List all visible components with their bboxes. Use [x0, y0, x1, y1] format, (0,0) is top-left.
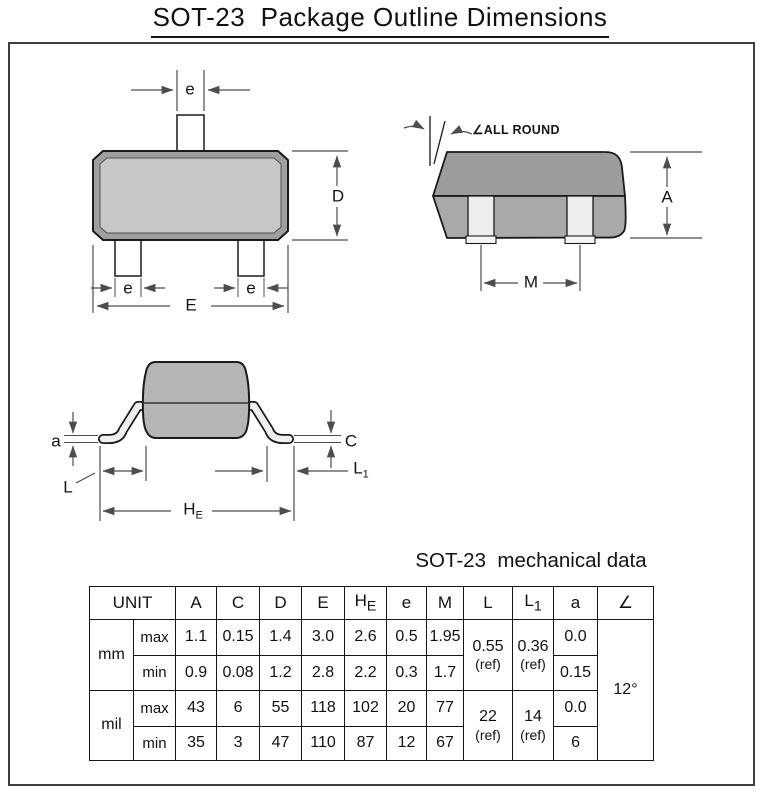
table-cell: 1.7 [427, 656, 464, 691]
table-cell: 3.0 [302, 620, 345, 656]
table-cell: 12 [387, 727, 427, 761]
page-title: SOT-23 Package Outline Dimensions [0, 2, 760, 38]
col-header-C: C [217, 587, 260, 620]
dim-label-standoff: a [51, 431, 61, 451]
dim-label-foot-right: $L_1$ [353, 458, 369, 481]
table-cell: 77 [427, 691, 464, 727]
col-header-angle: ∠ [598, 587, 654, 620]
col-header-e: e [387, 587, 427, 620]
table-cell: 87 [345, 727, 387, 761]
all-round-note: ∠ALL ROUND [472, 122, 560, 137]
mechanical-data-table [89, 586, 654, 761]
table-cell: 0.08 [217, 656, 260, 691]
table-cell-L1-mil: 14 (ref) [513, 691, 554, 761]
table-cell: 1.95 [427, 620, 464, 656]
dim-label-pin-span: M [523, 272, 539, 292]
unit-label-mm: mm [90, 620, 134, 691]
col-header-unit: UNIT [90, 587, 176, 620]
table-cell-angle: 12° [598, 620, 654, 761]
table-cell: 6 [217, 691, 260, 727]
col-header-M: M [427, 587, 464, 620]
table-cell: 0.5 [387, 620, 427, 656]
table-cell: 110 [302, 727, 345, 761]
col-header-D: D [260, 587, 302, 620]
table-cell: 35 [176, 727, 217, 761]
table-cell: 55 [260, 691, 302, 727]
table-cell: 2.8 [302, 656, 345, 691]
table-cell: 1.1 [176, 620, 217, 656]
col-header-L: L [464, 587, 513, 620]
table-cell: 0.0 [554, 620, 598, 656]
col-header-a: a [554, 587, 598, 620]
table-cell: 3 [217, 727, 260, 761]
dim-label-lead-thickness: C [344, 431, 358, 451]
table-cell: 118 [302, 691, 345, 727]
table-cell-L1-mm: 0.36 (ref) [513, 620, 554, 691]
front-view [91, 70, 348, 313]
table-cell: 0.15 [554, 656, 598, 691]
table-title: SOT-23 mechanical data [415, 549, 647, 572]
table-cell-L-mil: 22 (ref) [464, 691, 513, 761]
dim-label-body-height: D [331, 186, 345, 206]
dim-label-foot-left: L [63, 477, 73, 497]
col-header-E: E [302, 587, 345, 620]
dim-label-lead-span: $H_E$ [183, 499, 203, 522]
col-header-A: A [176, 587, 217, 620]
table-cell: 0.3 [387, 656, 427, 691]
dim-label-pin-right: e [246, 278, 256, 298]
table-cell: 0.9 [176, 656, 217, 691]
table-cell: 2.6 [345, 620, 387, 656]
table-cell: 2.2 [345, 656, 387, 691]
col-header-HE: $H_E$ [345, 587, 387, 620]
perspective-view [404, 116, 702, 291]
table-cell: 47 [260, 727, 302, 761]
row-label-max: max [134, 691, 176, 727]
unit-label-mil: mil [90, 691, 134, 761]
table-cell-L-mm: 0.55 (ref) [464, 620, 513, 691]
table-cell: 6 [554, 727, 598, 761]
table-cell: 1.4 [260, 620, 302, 656]
dim-label-height: A [661, 187, 673, 207]
table-cell: 0.15 [217, 620, 260, 656]
section-view [64, 362, 348, 521]
row-label-max: max [134, 620, 176, 656]
table-cell: 1.2 [260, 656, 302, 691]
table-cell: 43 [176, 691, 217, 727]
dim-label-pitch-top: e [185, 79, 195, 99]
dim-label-pin-left: e [123, 278, 133, 298]
table-cell: 102 [345, 691, 387, 727]
row-label-min: min [134, 656, 176, 691]
dim-label-body-width: E [185, 295, 197, 315]
table-cell: 20 [387, 691, 427, 727]
col-header-L1: $L_1$ [513, 587, 554, 620]
table-cell: 67 [427, 727, 464, 761]
table-cell: 0.0 [554, 691, 598, 727]
row-label-min: min [134, 727, 176, 761]
